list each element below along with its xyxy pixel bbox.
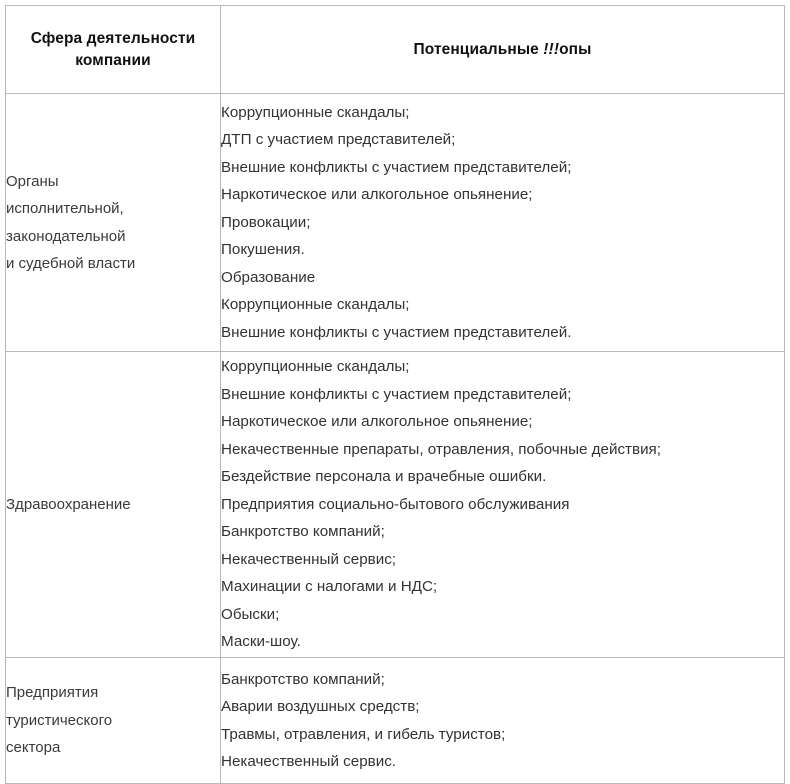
table-body bbox=[6, 94, 785, 784]
sphere-line: исполнительной, bbox=[6, 200, 124, 217]
column-header-risks-prefix: Потенциальные bbox=[413, 40, 544, 58]
column-header-risks-line bbox=[229, 39, 776, 61]
cell-risks-government bbox=[221, 94, 785, 352]
risk-line: Коррупционные скандалы; bbox=[221, 103, 410, 121]
risk-line: Некачественный сервис. bbox=[221, 753, 397, 770]
table-header bbox=[6, 6, 785, 94]
sphere-line: сектора bbox=[6, 739, 61, 757]
risk-line: Коррупционные скандалы; bbox=[221, 296, 410, 314]
risk-line: Наркотическое или алкогольное опьянение; bbox=[221, 413, 533, 431]
risk-line: Травмы, отравления, и гибель туристов; bbox=[221, 725, 506, 743]
risk-line: Внешние конфликты с участием представителей; bbox=[221, 385, 572, 403]
risk-line: Некачественные препараты, отравления, побочные действия; bbox=[221, 440, 661, 458]
risk-line: Внешние конфликты с участием представителей; bbox=[221, 158, 572, 176]
risk-line: Провокации; bbox=[221, 213, 311, 231]
column-header-risks bbox=[221, 6, 785, 94]
risk-line: Аварии воздушных средств; bbox=[221, 698, 420, 715]
column-header-sphere-line-1: Сфера деятельности bbox=[30, 29, 196, 47]
table-row bbox=[6, 94, 785, 352]
table-row bbox=[6, 658, 785, 784]
risk-line: Банкротство компаний; bbox=[221, 670, 385, 688]
sphere-line: Здравоохранение bbox=[6, 495, 131, 513]
risk-line: Бездействие персонала и врачебные ошибки. bbox=[221, 468, 547, 486]
cell-risks-tourism bbox=[221, 658, 785, 784]
column-header-risks-suffix: опы bbox=[559, 40, 592, 58]
risk-line: Обыски; bbox=[221, 605, 280, 623]
sphere-line: Органы bbox=[6, 172, 59, 190]
risk-table bbox=[5, 5, 785, 784]
risk-line: Покушения. bbox=[221, 241, 305, 259]
cell-sphere-healthcare bbox=[6, 352, 221, 658]
sphere-line: Предприятия bbox=[6, 684, 99, 702]
column-header-risks-italic: !!! bbox=[543, 40, 560, 58]
risk-line: Наркотическое или алкогольное опьянение; bbox=[221, 186, 533, 204]
risk-line: Махинации с налогами и НДС; bbox=[221, 578, 438, 596]
table-row bbox=[6, 352, 785, 658]
table-header-row bbox=[6, 6, 785, 94]
sphere-line: туристического bbox=[6, 711, 113, 729]
column-header-sphere-line-2: компании bbox=[75, 51, 151, 69]
risk-line: Образование bbox=[221, 268, 316, 286]
risk-line: Предприятия социально-бытового обслуживания bbox=[221, 495, 570, 513]
sphere-line: законодательной bbox=[6, 227, 126, 245]
risk-line: Внешние конфликты с участием представителей. bbox=[221, 323, 572, 341]
risk-line: Банкротство компаний; bbox=[221, 523, 385, 541]
cell-sphere-government bbox=[6, 94, 221, 352]
risk-line: Коррупционные скандалы; bbox=[221, 358, 410, 376]
risk-line: ДТП с участием представителей; bbox=[221, 131, 456, 149]
column-header-sphere bbox=[6, 6, 221, 94]
risk-line: Некачественный сервис; bbox=[221, 550, 397, 568]
sphere-line: и судебной власти bbox=[6, 255, 136, 272]
risk-line: Маски-шоу. bbox=[221, 633, 301, 651]
cell-risks-healthcare bbox=[221, 352, 785, 658]
cell-sphere-tourism bbox=[6, 658, 221, 784]
